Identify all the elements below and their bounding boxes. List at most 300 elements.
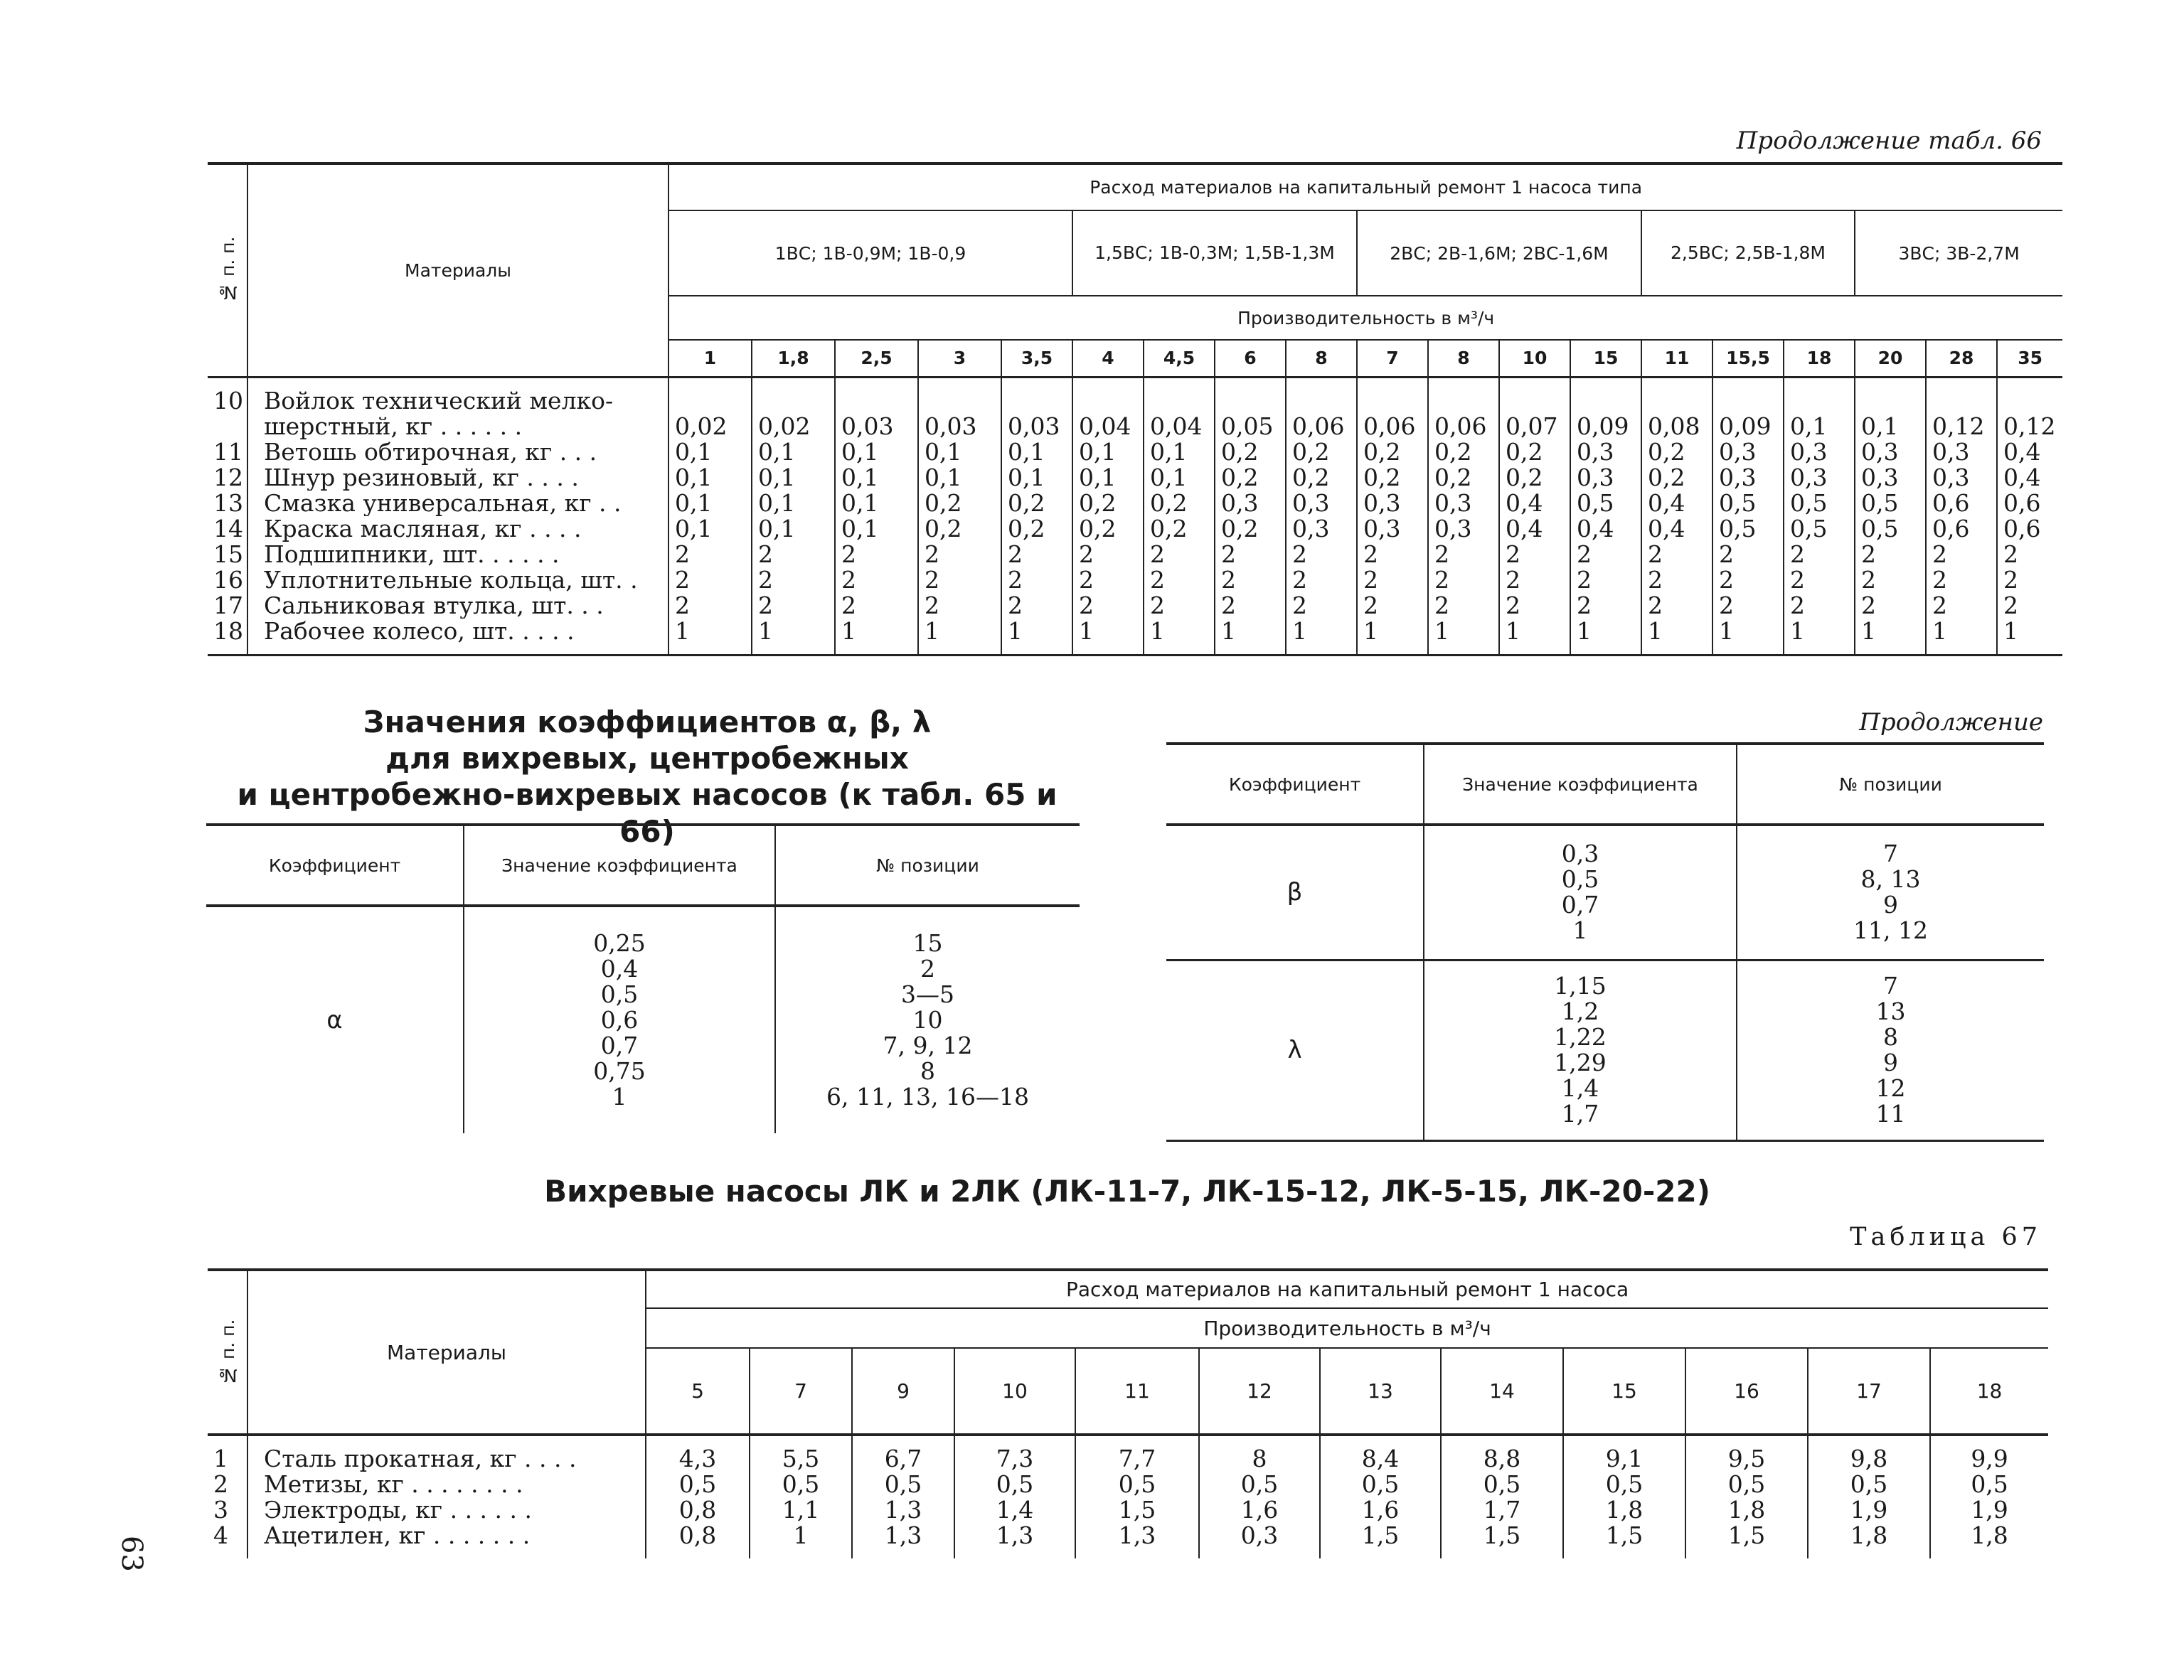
coefficients-title-line2: для вихревых, центробежных [385,741,909,776]
table67-value-column-cell: 1,3 [996,1523,1034,1548]
table66-value-column-cell [669,388,751,414]
table67-value-column-cell: 1,5 [1483,1523,1521,1548]
table67-value-column-cell: 1,8 [1727,1497,1766,1523]
table67-value-column-cell: 1,1 [782,1497,820,1523]
table66-value-column [1144,377,1215,655]
table66-value-column-cell: 2 [758,541,773,567]
table66-value-column-cell: 2 [1221,592,1236,619]
table66-value-column-cell: 2 [1221,567,1236,593]
table66-value-column-cell: 2 [841,567,856,593]
table67-value-column-cell: 9,9 [1971,1446,2008,1472]
table66-value-column-cell: 1 [1506,618,1520,644]
alpha-position-item: 2 [920,956,935,982]
table66-value-column-list [1358,388,1427,644]
table66-value-column-cell: 2 [1150,592,1165,619]
table67-value-column-cell: 0,5 [1240,1472,1279,1497]
table67-material-header: Материалы [247,1270,646,1435]
table66-value-column-list [836,388,917,644]
alpha-position-item: 6, 11, 13, 16—18 [826,1084,1029,1110]
table67-value-column-cell: 7,7 [1118,1446,1156,1472]
table66-value-column-cell: 2 [1434,541,1449,567]
table66-value-column-cell: 0,1 [675,439,713,465]
table66-value-column-cell: 0,1 [758,464,796,491]
table67-value-column-cell: 6,7 [884,1446,922,1472]
table67-value-column-cell: 9,8 [1850,1446,1888,1472]
table66-value-column-cell: 0,04 [1150,413,1203,439]
table66-value-column-cell: 0,1 [1150,464,1188,491]
table67-num-column-cell: 4 [213,1523,228,1548]
table66-value-column-cell: 0,1 [1079,439,1117,465]
table66-value-column-cell: 0,1 [1790,413,1828,439]
table67-value-column-cell: 1,3 [884,1497,922,1523]
table66-value-column-cell: 1 [1719,618,1734,644]
table67-value-column-cell: 1 [793,1523,809,1548]
table66-value-column [1072,377,1144,655]
table66-value-column-list [1998,388,2062,644]
table66-value-column-cell [1998,388,2062,414]
table66-productivity-cell: 4,5 [1144,340,1215,377]
table66-productivity-cell: 1,8 [752,340,835,377]
table66-value-column-cell: 0,3 [1861,464,1899,491]
table66-productivity-cell: 10 [1499,340,1570,377]
table66-value-column-cell: 0,3 [1363,490,1401,516]
alpha-value-item: 0,4 [600,956,639,982]
table67-title: Вихревые насосы ЛК и 2ЛК (ЛК-11-7, ЛК-15-12, ЛК-5-15, ЛК-20-22) [544,1174,1710,1209]
table67-value-column-cell: 4,3 [678,1446,717,1472]
table66-num-column-cell: 13 [213,490,243,516]
table66-productivity-cell: 15,5 [1712,340,1784,377]
table67-value-column-list [1321,1446,1440,1548]
table66-value-column-cell: 0,6 [2003,490,2041,516]
table66-value-column-cell: 1 [1292,618,1307,644]
coef-value-header: Значение коэффициента [464,825,775,906]
table67-value-column-cell: 9,5 [1727,1446,1766,1472]
table66-value-column-cell: 0,2 [1648,464,1685,491]
lambda-value-item: 1,15 [1554,973,1607,999]
table66-value-column-cell: 0,3 [1932,439,1970,465]
table66-value-column-list [669,388,751,644]
table67-value-column-cell: 5,5 [782,1446,820,1472]
table66-value-column-cell: 0,2 [1292,464,1330,491]
table66-value-column-cell: 2 [1506,592,1520,619]
table66-value-column-cell: 2 [1434,592,1449,619]
table66-value-column-cell: 2 [1079,541,1094,567]
alpha-values [464,931,774,1110]
table66-productivity-cell: 4 [1072,340,1144,377]
table66-value-column-cell: 2 [758,567,773,593]
table66-value-column-cell: 0,2 [1150,490,1188,516]
table66-value-column-cell: 0,3 [1363,515,1401,542]
table67-num-column-cell: 2 [213,1472,228,1497]
table66-value-column-cell: 0,02 [675,413,728,439]
table66-value-column-cell: 0,3 [1434,515,1472,542]
table66-value-column-cell: 2 [1648,541,1663,567]
table67-productivity-cell: 9 [852,1348,954,1435]
table66-value-column-cell [1713,388,1783,414]
table66-value-column-cell: 2 [841,541,856,567]
table66-value-column-cell: 0,5 [1719,515,1757,542]
table66-value-column [1997,377,2062,655]
table66-value-column-cell: 0,2 [1506,464,1543,491]
table66-value-column-cell: 0,5 [1861,490,1899,516]
table67-productivity-cell: 15 [1563,1348,1685,1435]
alpha-symbol: α [206,906,464,1133]
table67-value-column-cell: 1,9 [1971,1497,2008,1523]
table67-value-column-cell: 1,6 [1361,1497,1400,1523]
table66-num-column-list [208,388,247,644]
table66-value-column-cell: 0,2 [1434,439,1472,465]
coef2-value-header: Значение коэффициента [1424,744,1737,825]
table66-value-column-cell: 1 [1150,618,1165,644]
table66-value-column-cell [1073,388,1143,414]
table67-body [208,1435,2048,1558]
table66-productivity-cell: 8 [1286,340,1357,377]
table67-value-column [750,1435,852,1558]
table67-productivity-cell: 10 [954,1348,1075,1435]
table67-productivity-header: Производительность в м³/ч [646,1308,2048,1348]
table67-value-column-cell: 0,5 [996,1472,1034,1497]
table66-value-column-cell [1215,388,1285,414]
table66-value-column-cell: 0,1 [758,439,796,465]
table66-value-column-list [919,388,1001,644]
table66-value-column-cell: 0,3 [1790,464,1828,491]
table67-value-column-cell: 9,1 [1605,1446,1644,1472]
table67-value-column-cell: 0,8 [678,1523,717,1548]
table66-material-column-cell: Сальниковая втулка, шт. . . [264,592,604,619]
alpha-value-item: 0,75 [593,1059,646,1084]
table66-num-column-cell [208,414,247,439]
table67-value-column-list [1442,1446,1562,1548]
table66-num-column-cell: 18 [213,618,243,644]
table67-value-column-list [1686,1446,1807,1548]
table66-value-column-cell [836,388,917,414]
table67-productivity-cell: 16 [1685,1348,1808,1435]
table66-value-column-cell: 2 [1221,541,1236,567]
table66-num-column-cell: 12 [213,464,243,491]
lambda-position-item: 7 [1883,973,1898,999]
table66-value-column-cell: 0,3 [1719,439,1757,465]
table66-value-column-cell: 2 [1932,567,1947,593]
table66-material-column-cell: Войлок технический мелко- [264,387,614,414]
table66-value-column-cell: 1 [925,618,939,644]
table66-value-column-cell: 2 [2003,567,2018,593]
beta-values [1424,841,1736,943]
table67-value-column-cell: 1,5 [1361,1523,1400,1548]
table66-value-column-cell: 0,2 [925,490,962,516]
table66-value-column-cell: 2 [1719,541,1734,567]
lambda-value-item: 1,2 [1561,999,1599,1024]
table67-value-column-cell: 1,4 [996,1497,1034,1523]
table66-value-column-cell: 2 [1719,567,1734,593]
alpha-value-item: 0,6 [600,1007,639,1033]
table66-value-column-list [1713,388,1783,644]
table66-material-column-cell: Краска масляная, кг . . . . [264,515,582,542]
table66-value-column-cell: 2 [841,592,856,619]
table67-value-column-cell: 0,3 [1240,1523,1279,1548]
table66-value-column-cell: 0,2 [1079,515,1117,542]
table67-value-column-list [955,1446,1075,1548]
table66-value-column-cell: 0,1 [675,464,713,491]
table66-value-column-cell: 2 [1363,541,1378,567]
table66-productivity-cell: 6 [1215,340,1286,377]
lambda-value-item: 1,4 [1561,1076,1599,1101]
table66-value-column [1215,377,1286,655]
table67-material-column [247,1435,646,1558]
table66-value-column-list [1144,388,1214,644]
pump-type-4: 2,5ВС; 2,5В-1,8М [1641,210,1855,296]
table66-productivity-cell: 2,5 [835,340,918,377]
table66-value-column-cell: 0,4 [1577,515,1614,542]
table66-value-column-cell: 2 [1363,592,1378,619]
table66-value-column-cell: 0,5 [1719,490,1757,516]
table66-value-column-cell: 0,3 [1577,464,1614,491]
table67-productivity-cell: 7 [750,1348,852,1435]
alpha-value-item: 0,25 [593,931,646,956]
table66-value-column-cell: 0,2 [1150,515,1188,542]
table66-value-column-cell: 2 [1079,567,1094,593]
table66-value-column-cell: 0,3 [1292,490,1330,516]
table66-value-column-cell: 2 [675,541,690,567]
table66-productivity-cell: 20 [1855,340,1926,377]
table66-value-column-cell: 2 [925,567,939,593]
table66-value-column-cell: 1 [675,618,690,644]
table67-value-column [1199,1435,1320,1558]
alpha-position-item: 8 [920,1059,935,1084]
table67-value-column-cell: 1,7 [1483,1497,1521,1523]
table67-value-column-cell: 0,5 [1483,1472,1521,1497]
table66-value-column-cell: 0,2 [1221,464,1259,491]
table67-value-column [954,1435,1075,1558]
table67-value-column [1320,1435,1441,1558]
table66-value-column-cell: 0,4 [1506,515,1543,542]
table67-value-column-cell: 8,8 [1483,1446,1521,1472]
table66-productivity-cell: 18 [1784,340,1855,377]
table66-value-column [918,377,1001,655]
table67-num-header: № п. п. [208,1270,247,1435]
table66-value-column [1286,377,1357,655]
table66-value-column-cell: 1 [1790,618,1805,644]
table66-value-column-cell: 1 [1434,618,1449,644]
table67-value-column-cell: 0,5 [678,1472,717,1497]
table66-value-column-cell: 0,08 [1648,413,1700,439]
coef2-col-header: Коэффициент [1166,744,1424,825]
beta-position-item: 11, 12 [1853,918,1928,944]
table66-value-column-cell: 2 [1861,541,1876,567]
table67-value-column [1930,1435,2048,1558]
table66-material-column-cell: Шнур резиновый, кг . . . . [264,464,579,491]
table67-value-column-cell: 1,3 [1118,1523,1156,1548]
alpha-value-item: 0,5 [600,982,639,1007]
table66-value-column-cell: 2 [1363,567,1378,593]
beta-value-item: 0,7 [1561,892,1599,919]
table66-value-column-cell: 0,3 [1292,515,1330,542]
table66-value-column-cell: 0,06 [1434,413,1487,439]
table67-num-column [208,1435,247,1558]
table66-value-column-cell: 2 [1790,541,1805,567]
table67-productivity-cell: 17 [1808,1348,1930,1435]
table67-value-column-cell: 0,5 [1727,1472,1766,1497]
table66-value-column-cell: 0,4 [1648,515,1685,542]
table66-value-column-cell: 0,3 [1221,490,1259,516]
table66-value-column-cell: 0,2 [1363,464,1401,491]
pump-type-2: 1,5ВС; 1В-0,3М; 1,5В-1,3М [1072,210,1357,296]
lambda-position-item: 12 [1875,1076,1906,1101]
coef-continuation-label: Продолжение [1859,708,2043,737]
table66-value-column-cell: 0,2 [1506,439,1543,465]
table67-value-column [1563,1435,1685,1558]
table66-material-column-cell: Подшипники, шт. . . . . . [264,541,560,567]
lambda-position-item: 9 [1883,1050,1898,1076]
table67-material-column-cell: Сталь прокатная, кг . . . . [264,1446,577,1472]
coef-col-header: Коэффициент [206,825,464,906]
table66-num-column-cell: 16 [213,567,243,593]
table66-value-column-cell: 0,07 [1506,413,1558,439]
table66-value-column-cell: 0,3 [1861,439,1899,465]
table67-value-column-cell: 0,8 [678,1497,717,1523]
table66-value-column-cell [752,388,834,414]
table66-value-column-cell: 2 [1790,592,1805,619]
table66-value-column-cell: 2 [1292,567,1307,593]
table67-productivity-cell: 11 [1075,1348,1199,1435]
table67-material-column-cell: Ацетилен, кг . . . . . . . [264,1523,531,1548]
table66-value-column-cell: 0,04 [1079,413,1131,439]
table66-value-column-cell: 0,03 [1008,413,1060,439]
table66-value-column-cell [1855,388,1925,414]
beta-value-item: 0,5 [1561,867,1599,893]
table66-value-column-cell: 0,1 [841,515,879,542]
table66-value-column-cell: 2 [1932,592,1947,619]
table66-value-column-cell: 2 [1434,567,1449,593]
table66-value-column-cell: 0,1 [758,490,796,516]
table67-value-column-cell: 1,9 [1850,1497,1888,1523]
lambda-symbol: λ [1166,960,1424,1140]
table67-value-column-list [1931,1446,2048,1548]
beta-position-item: 7 [1883,841,1898,867]
table67-value-column-cell: 1,5 [1605,1523,1644,1548]
table66-material-column-list [248,388,668,644]
beta-position-item: 9 [1883,892,1898,919]
table66-value-column-cell: 2 [1079,592,1094,619]
table67-num-column-list [208,1446,247,1548]
alpha-value-item: 0,7 [600,1033,639,1059]
table66-value-column-cell: 0,06 [1292,413,1345,439]
table66-num-column-cell: 10 [213,387,243,414]
table67-value-column-list [1076,1446,1198,1548]
table66-value-column-cell: 0,2 [1648,439,1685,465]
table66-num-column-cell: 11 [213,439,243,465]
table67-material-column-list [248,1446,645,1548]
table67-value-column-cell: 0,5 [1850,1472,1888,1497]
alpha-position-item: 7, 9, 12 [883,1033,973,1059]
table66-value-column-cell: 0,5 [1861,515,1899,542]
coefficients-title-line3: и центробежно-вихревых насосов (к табл. 65 и 66) [237,777,1058,849]
table66-productivity-cell: 7 [1357,340,1428,377]
table66-productivity-cell: 15 [1570,340,1641,377]
table66-value-column-cell: 1 [1648,618,1663,644]
table67-value-column [1441,1435,1563,1558]
table66-productivity-cell: 35 [1997,340,2062,377]
table66-value-column-list [1429,388,1498,644]
table66-num-header: № п. п. [208,164,247,377]
table66-value-column-cell: 1 [758,618,773,644]
table67-value-column-cell: 1,5 [1118,1497,1156,1523]
table66-value-column-cell [1429,388,1498,414]
table66-value-column-cell: 2 [1292,541,1307,567]
table66-num-column-cell: 15 [213,541,243,567]
table66-productivity-header: Производительность в м³/ч [668,296,2062,340]
alpha-position-item: 15 [912,931,943,956]
table66-value-column-cell: 2 [1008,541,1023,567]
table66-value-column-list [1855,388,1925,644]
table67-value-column [1075,1435,1199,1558]
table66-value-column [1001,377,1072,655]
table66-value-column-cell: 0,1 [1008,439,1045,465]
table67-num-column-cell: 1 [213,1446,228,1472]
table66-value-column-list [1571,388,1641,644]
table66-value-column [752,377,835,655]
alpha-position-item: 10 [912,1007,943,1033]
table66-material-column-cell: шерстный, кг . . . . . . [264,413,523,439]
table66-value-column-cell: 2 [925,592,939,619]
table66-value-column-cell [1927,388,1996,414]
table66-value-column-cell: 0,09 [1719,413,1772,439]
table67-value-column-cell: 1,3 [884,1523,922,1548]
table66-value-column-cell: 2 [675,592,690,619]
lambda-value-item: 1,7 [1561,1101,1599,1127]
table66-value-column [668,377,752,655]
table66-material-column-cell: Смазка универсальная, кг . . [264,490,622,516]
table66-value-column-cell: 2 [1861,567,1876,593]
table66-value-column-cell: 2 [2003,541,2018,567]
table67-value-column-cell: 8,4 [1361,1446,1400,1472]
lambda-value-item: 1,22 [1554,1024,1607,1050]
table66-value-column-list [1215,388,1285,644]
table67-value-column-cell: 1,8 [1971,1523,2008,1548]
lambda-position-item: 11 [1875,1101,1906,1127]
table66-productivity-cell: 8 [1428,340,1499,377]
table66-value-column-cell: 0,1 [841,490,879,516]
pump-type-3: 2ВС; 2В-1,6М; 2ВС-1,6М [1357,210,1641,296]
table67-label: Таблица 67 [1850,1223,2042,1251]
table66-value-column-cell: 0,5 [1790,490,1828,516]
table66-value-column-cell: 0,4 [2003,464,2041,491]
table66-value-column-cell: 2 [1506,567,1520,593]
beta-positions [1737,841,2044,943]
table66-value-column-cell: 0,2 [925,515,962,542]
table66-value-column-cell [919,388,1001,414]
table66-value-column-cell [1500,388,1570,414]
table67-value-column [852,1435,954,1558]
table66-value-column-cell: 0,6 [1932,515,1970,542]
table66-value-column-cell: 2 [1292,592,1307,619]
table67-value-column-cell: 1,5 [1727,1523,1766,1548]
coefficients-title-line1: Значения коэффициентов α, β, λ [363,705,932,739]
table67-num-column-cell: 3 [213,1497,228,1523]
table67-value-column-list [1564,1446,1685,1548]
table66-value-column-list [1927,388,1996,644]
table66-value-column-cell [1002,388,1072,414]
table66-value-column-cell: 2 [1648,567,1663,593]
table66-value-column-cell [1642,388,1712,414]
table66-value-column-cell: 0,3 [1434,490,1472,516]
table67-value-column [1808,1435,1930,1558]
table66-value-column-cell: 0,6 [1932,490,1970,516]
lambda-positions [1737,973,2044,1127]
table67-value-column-list [750,1446,851,1548]
table66-value-column-cell: 0,4 [1648,490,1685,516]
table66-value-column-cell: 1 [841,618,856,644]
table66-material-header: Материалы [247,164,668,377]
